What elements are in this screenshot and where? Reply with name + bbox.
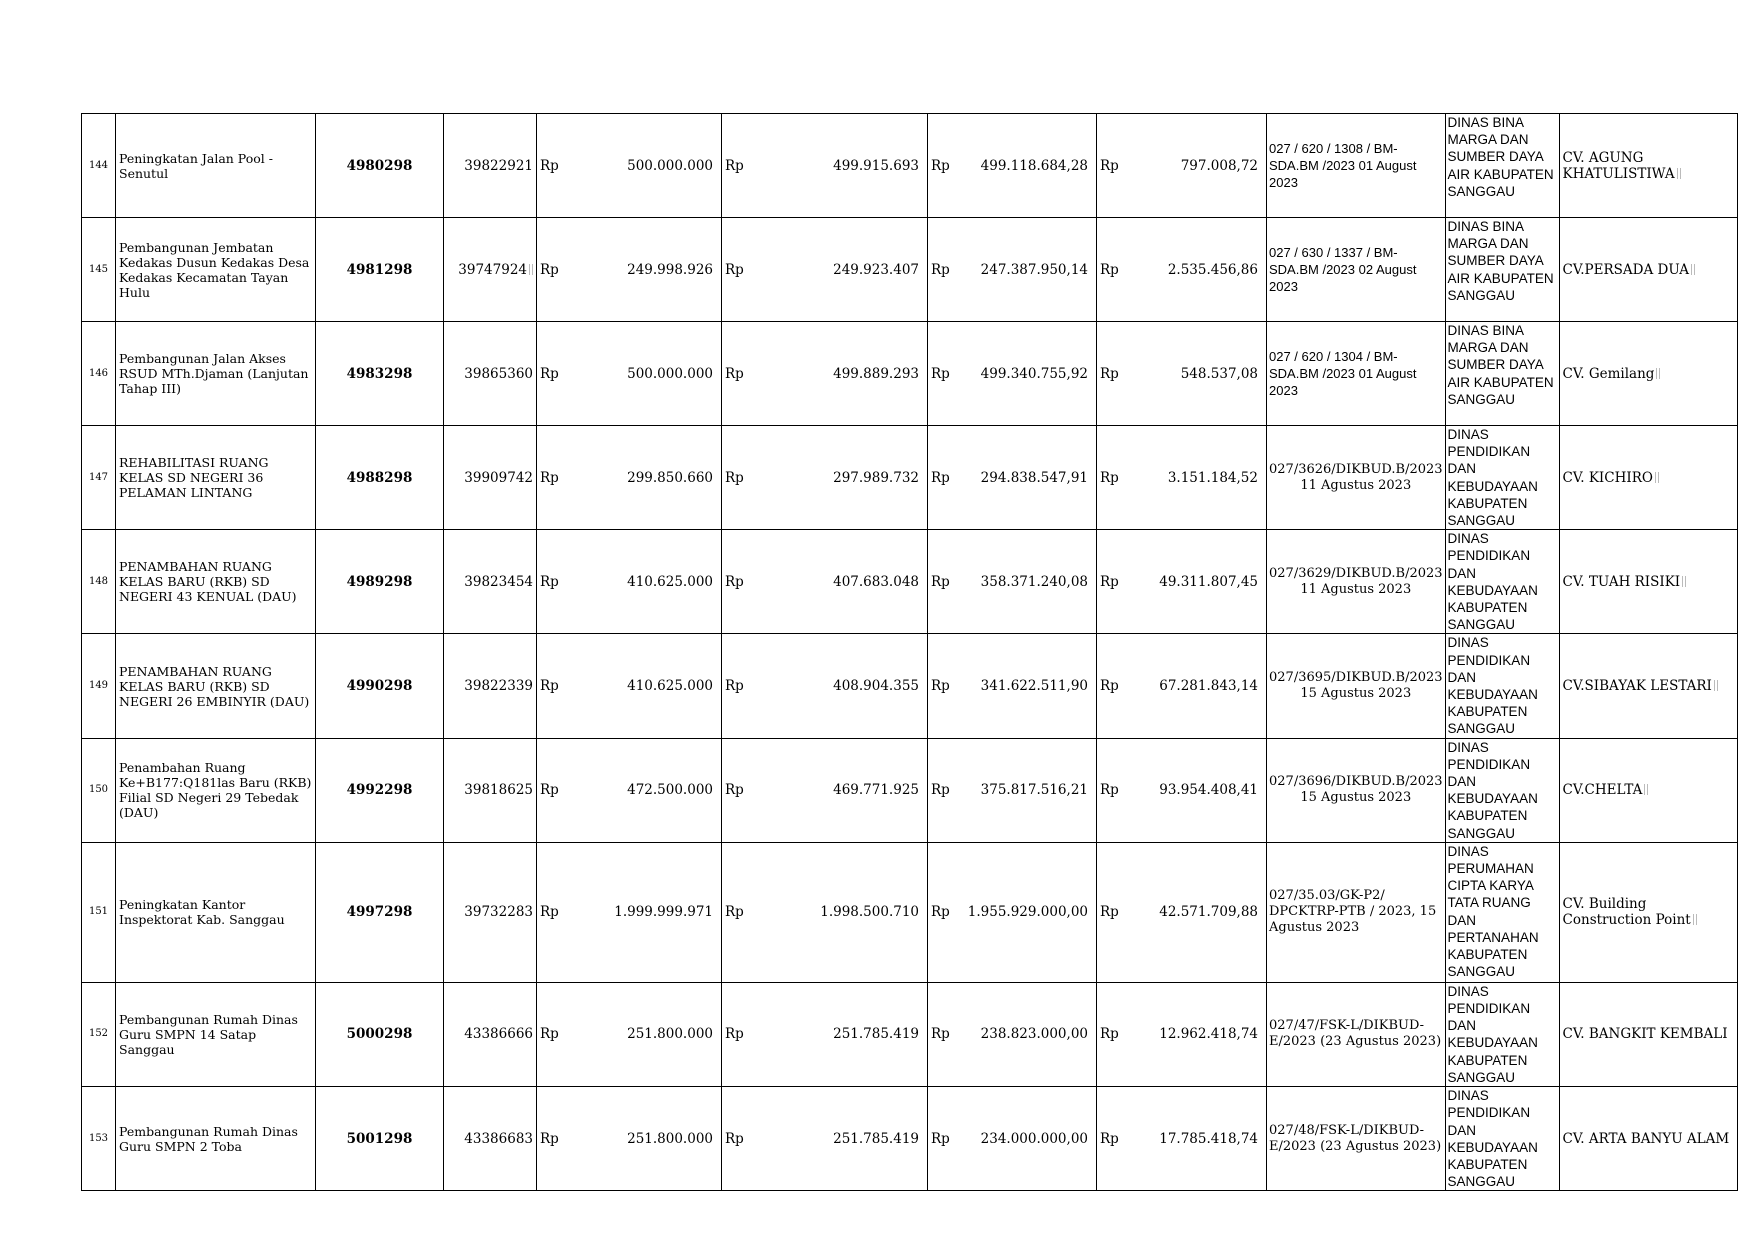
difference-amount: 3.151.184,52 [1134, 426, 1267, 530]
hps-amount: 499.915.693 [759, 114, 928, 218]
currency-label: Rp [722, 530, 759, 634]
currency-label: Rp [928, 322, 965, 426]
table-row [82, 1087, 1738, 1191]
row-number: 153 [82, 1087, 116, 1191]
contract-reference: 027/3695/DIKBUD.B/2023 15 Agustus 2023 [1267, 634, 1446, 738]
currency-label: Rp [1097, 1087, 1134, 1191]
pagu-amount: 299.850.660 [574, 426, 722, 530]
difference-amount: 2.535.456,86 [1134, 218, 1267, 322]
difference-amount: 93.954.408,41 [1134, 738, 1267, 842]
table-row [82, 842, 1738, 982]
currency-label: Rp [1097, 982, 1134, 1086]
difference-amount: 42.571.709,88 [1134, 842, 1267, 982]
tender-id: 39822339 [444, 634, 537, 738]
currency-label: Rp [928, 218, 965, 322]
currency-label: Rp [1097, 114, 1134, 218]
currency-label: Rp [1097, 426, 1134, 530]
project-name: Peningkatan Jalan Pool - Senutul [116, 114, 316, 218]
hps-amount: 251.785.419 [759, 1087, 928, 1191]
table-row [82, 530, 1738, 634]
currency-label: Rp [928, 530, 965, 634]
currency-label: Rp [928, 114, 965, 218]
contract-amount: 238.823.000,00 [965, 982, 1097, 1086]
package-code: 4983298 [316, 322, 444, 426]
table-row [82, 218, 1738, 322]
contract-amount: 247.387.950,14 [965, 218, 1097, 322]
row-number: 151 [82, 842, 116, 982]
package-code: 4989298 [316, 530, 444, 634]
tender-id: 43386666 [444, 982, 537, 1086]
contract-reference: 027 / 620 / 1308 / BM-SDA.BM /2023 01 August 2023 [1267, 114, 1446, 218]
project-name: PENAMBAHAN RUANG KELAS BARU (RKB) SD NEGERI 43 KENUAL (DAU) [116, 530, 316, 634]
department: DINAS PENDIDIKAN DAN KEBUDAYAAN KABUPATEN SANGGAU [1445, 530, 1559, 634]
contract-amount: 358.371.240,08 [965, 530, 1097, 634]
package-code: 4990298 [316, 634, 444, 738]
hps-amount: 249.923.407 [759, 218, 928, 322]
currency-label: Rp [537, 530, 574, 634]
project-name: Pembangunan Jalan Akses RSUD MTh.Djaman (Lanjutan Tahap III) [116, 322, 316, 426]
table-row [82, 426, 1738, 530]
vendor-name: CV. Gemilang [1559, 322, 1737, 426]
cell-marker [1714, 680, 1718, 691]
hps-amount: 408.904.355 [759, 634, 928, 738]
currency-label: Rp [928, 426, 965, 530]
procurement-table [81, 113, 1738, 1191]
row-number: 144 [82, 114, 116, 218]
row-number: 150 [82, 738, 116, 842]
department: DINAS PENDIDIKAN DAN KEBUDAYAAN KABUPATEN SANGGAU [1445, 634, 1559, 738]
currency-label: Rp [722, 982, 759, 1086]
difference-amount: 12.962.418,74 [1134, 982, 1267, 1086]
currency-label: Rp [722, 218, 759, 322]
vendor-name: CV.PERSADA DUA [1559, 218, 1737, 322]
currency-label: Rp [928, 738, 965, 842]
currency-label: Rp [928, 982, 965, 1086]
cell-marker [1677, 168, 1681, 179]
project-name: Penambahan Ruang Ke+B177:Q181las Baru (RKB) Filial SD Negeri 29 Tebedak (DAU) [116, 738, 316, 842]
difference-amount: 17.785.418,74 [1134, 1087, 1267, 1191]
pagu-amount: 251.800.000 [574, 1087, 722, 1191]
currency-label: Rp [537, 1087, 574, 1191]
pagu-amount: 249.998.926 [574, 218, 722, 322]
vendor-name: CV.CHELTA [1559, 738, 1737, 842]
currency-label: Rp [1097, 218, 1134, 322]
department: DINAS BINA MARGA DAN SUMBER DAYA AIR KABUPATEN SANGGAU [1445, 114, 1559, 218]
vendor-name: CV. BANGKIT KEMBALI [1559, 982, 1737, 1086]
tender-id: 39822921 [444, 114, 537, 218]
currency-label: Rp [1097, 842, 1134, 982]
tender-id: 39732283 [444, 842, 537, 982]
table-row [82, 738, 1738, 842]
currency-label: Rp [722, 114, 759, 218]
hps-amount: 297.989.732 [759, 426, 928, 530]
currency-label: Rp [537, 114, 574, 218]
pagu-amount: 1.999.999.971 [574, 842, 722, 982]
department: DINAS PENDIDIKAN DAN KEBUDAYAAN KABUPATEN SANGGAU [1445, 1087, 1559, 1191]
row-number: 146 [82, 322, 116, 426]
contract-amount: 1.955.929.000,00 [965, 842, 1097, 982]
currency-label: Rp [928, 1087, 965, 1191]
project-name: Pembangunan Jembatan Kedakas Dusun Kedakas Desa Kedakas Kecamatan Tayan Hulu [116, 218, 316, 322]
hps-amount: 499.889.293 [759, 322, 928, 426]
row-number: 147 [82, 426, 116, 530]
contract-reference: 027 / 620 / 1304 / BM-SDA.BM /2023 01 August 2023 [1267, 322, 1446, 426]
package-code: 4981298 [316, 218, 444, 322]
tender-id: 43386683 [444, 1087, 537, 1191]
hps-amount: 407.683.048 [759, 530, 928, 634]
tender-id: 39823454 [444, 530, 537, 634]
cell-marker [1691, 264, 1695, 275]
row-number: 152 [82, 982, 116, 1086]
table-row [82, 322, 1738, 426]
cell-marker [529, 264, 533, 275]
cell-marker [1656, 368, 1660, 379]
currency-label: Rp [1097, 530, 1134, 634]
vendor-name: CV. Building Construction Point [1559, 842, 1737, 982]
contract-reference: 027/3626/DIKBUD.B/2023 11 Agustus 2023 [1267, 426, 1446, 530]
row-number: 148 [82, 530, 116, 634]
table-body [82, 114, 1738, 1191]
pagu-amount: 500.000.000 [574, 114, 722, 218]
vendor-name: CV. ARTA BANYU ALAM [1559, 1087, 1737, 1191]
currency-label: Rp [537, 426, 574, 530]
project-name: Peningkatan Kantor Inspektorat Kab. Sanggau [116, 842, 316, 982]
currency-label: Rp [1097, 322, 1134, 426]
hps-amount: 251.785.419 [759, 982, 928, 1086]
contract-amount: 499.340.755,92 [965, 322, 1097, 426]
package-code: 4997298 [316, 842, 444, 982]
currency-label: Rp [722, 1087, 759, 1191]
department: DINAS BINA MARGA DAN SUMBER DAYA AIR KABUPATEN SANGGAU [1445, 218, 1559, 322]
currency-label: Rp [1097, 634, 1134, 738]
project-name: PENAMBAHAN RUANG KELAS BARU (RKB) SD NEGERI 26 EMBINYIR (DAU) [116, 634, 316, 738]
hps-amount: 469.771.925 [759, 738, 928, 842]
vendor-name: CV. TUAH RISIKI [1559, 530, 1737, 634]
vendor-name: CV. KICHIRO [1559, 426, 1737, 530]
project-name: REHABILITASI RUANG KELAS SD NEGERI 36 PELAMAN LINTANG [116, 426, 316, 530]
currency-label: Rp [537, 218, 574, 322]
package-code: 4992298 [316, 738, 444, 842]
tender-id: 39909742 [444, 426, 537, 530]
row-number: 145 [82, 218, 116, 322]
department: DINAS PENDIDIKAN DAN KEBUDAYAAN KABUPATEN SANGGAU [1445, 738, 1559, 842]
contract-amount: 234.000.000,00 [965, 1087, 1097, 1191]
pagu-amount: 251.800.000 [574, 982, 722, 1086]
difference-amount: 797.008,72 [1134, 114, 1267, 218]
currency-label: Rp [537, 322, 574, 426]
hps-amount: 1.998.500.710 [759, 842, 928, 982]
project-name: Pembangunan Rumah Dinas Guru SMPN 2 Toba [116, 1087, 316, 1191]
currency-label: Rp [928, 634, 965, 738]
department: DINAS PERUMAHAN CIPTA KARYA TATA RUANG DAN PERTANAHAN KABUPATEN SANGGAU [1445, 842, 1559, 982]
currency-label: Rp [928, 842, 965, 982]
row-number: 149 [82, 634, 116, 738]
cell-marker [1644, 784, 1648, 795]
contract-reference: 027/48/FSK-L/DIKBUD-E/2023 (23 Agustus 2023) [1267, 1087, 1446, 1191]
package-code: 5001298 [316, 1087, 444, 1191]
currency-label: Rp [537, 842, 574, 982]
contract-reference: 027/35.03/GK-P2/ DPCKTRP-PTB / 2023, 15 Agustus 2023 [1267, 842, 1446, 982]
contract-amount: 341.622.511,90 [965, 634, 1097, 738]
cell-marker [1693, 914, 1697, 925]
currency-label: Rp [537, 634, 574, 738]
currency-label: Rp [537, 738, 574, 842]
pagu-amount: 410.625.000 [574, 634, 722, 738]
currency-label: Rp [722, 634, 759, 738]
vendor-name: CV. AGUNG KHATULISTIWA [1559, 114, 1737, 218]
contract-amount: 499.118.684,28 [965, 114, 1097, 218]
contract-reference: 027/3629/DIKBUD.B/2023 11 Agustus 2023 [1267, 530, 1446, 634]
currency-label: Rp [722, 738, 759, 842]
table-row [82, 982, 1738, 1086]
package-code: 5000298 [316, 982, 444, 1086]
pagu-amount: 410.625.000 [574, 530, 722, 634]
project-name: Pembangunan Rumah Dinas Guru SMPN 14 Satap Sanggau [116, 982, 316, 1086]
difference-amount: 67.281.843,14 [1134, 634, 1267, 738]
package-code: 4980298 [316, 114, 444, 218]
currency-label: Rp [1097, 738, 1134, 842]
currency-label: Rp [722, 426, 759, 530]
contract-amount: 375.817.516,21 [965, 738, 1097, 842]
contract-reference: 027/47/FSK-L/DIKBUD-E/2023 (23 Agustus 2023) [1267, 982, 1446, 1086]
cell-marker [1655, 472, 1659, 483]
tender-id: 39865360 [444, 322, 537, 426]
vendor-name: CV.SIBAYAK LESTARI [1559, 634, 1737, 738]
currency-label: Rp [722, 322, 759, 426]
currency-label: Rp [722, 842, 759, 982]
package-code: 4988298 [316, 426, 444, 530]
department: DINAS BINA MARGA DAN SUMBER DAYA AIR KABUPATEN SANGGAU [1445, 322, 1559, 426]
contract-reference: 027 / 630 / 1337 / BM-SDA.BM /2023 02 August 2023 [1267, 218, 1446, 322]
department: DINAS PENDIDIKAN DAN KEBUDAYAAN KABUPATEN SANGGAU [1445, 426, 1559, 530]
contract-reference: 027/3696/DIKBUD.B/2023 15 Agustus 2023 [1267, 738, 1446, 842]
cell-marker [1682, 576, 1686, 587]
pagu-amount: 500.000.000 [574, 322, 722, 426]
contract-amount: 294.838.547,91 [965, 426, 1097, 530]
difference-amount: 49.311.807,45 [1134, 530, 1267, 634]
currency-label: Rp [537, 982, 574, 1086]
pagu-amount: 472.500.000 [574, 738, 722, 842]
tender-id: 39747924 [444, 218, 537, 322]
difference-amount: 548.537,08 [1134, 322, 1267, 426]
tender-id: 39818625 [444, 738, 537, 842]
table-row [82, 114, 1738, 218]
table-row [82, 634, 1738, 738]
department: DINAS PENDIDIKAN DAN KEBUDAYAAN KABUPATEN SANGGAU [1445, 982, 1559, 1086]
